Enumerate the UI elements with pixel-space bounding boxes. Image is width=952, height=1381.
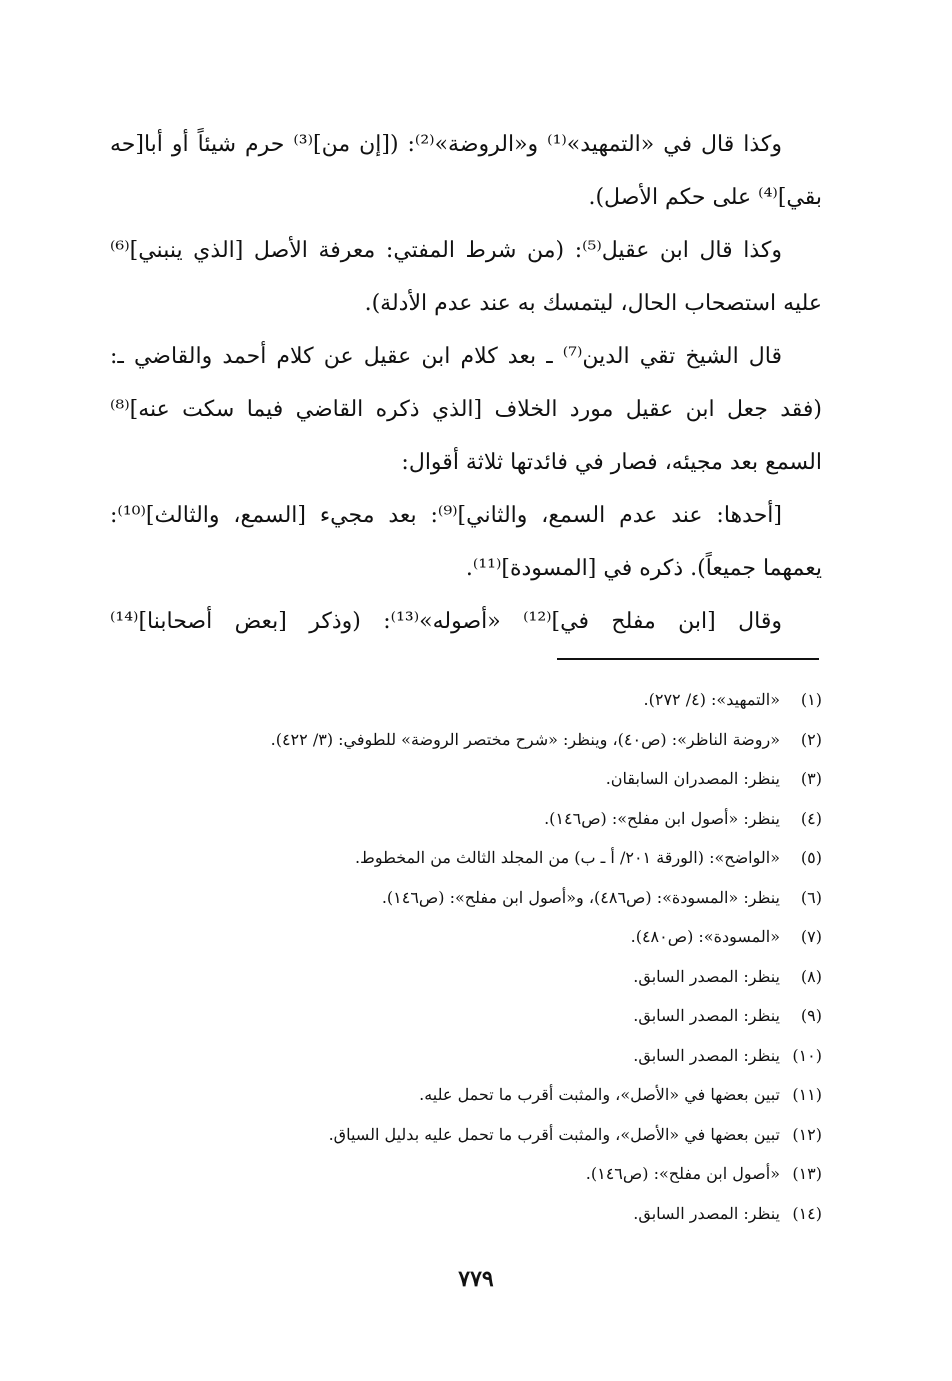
footnote — [120, 917, 822, 957]
footnote — [120, 996, 822, 1036]
page-number: ٧٧٩ — [458, 1266, 494, 1292]
footnote — [120, 1194, 822, 1234]
footnote — [120, 878, 822, 918]
paragraph-3: قال الشيخ تقي الدين⁽⁷⁾ ـ بعد كلام ابن عقيل عن كلام أحمد والقاضي ـ: (فقد جعل ابن عقيل مورد الخلاف [الذي ذكره القاضي فيما سكت عنه]⁽⁸⁾ السمع بعد مجيئه، فصار في فائدتها ثلاثة أقوال: — [110, 344, 822, 475]
footnote — [120, 1154, 822, 1194]
footnote-number: (١٢) — [792, 1124, 822, 1144]
footnote-text: ينظر: «المسودة»: (ص٤٨٦)، و«أصول ابن مفلح»: (ص١٤٦). — [381, 887, 780, 907]
footnote-number: (٥) — [800, 848, 822, 867]
footnote-text: «المسودة»: (ص٤٨٠). — [630, 927, 780, 946]
footnote — [120, 759, 822, 799]
paragraph-2: وكذا قال ابن عقيل⁽⁵⁾: (من شرط المفتي: معرفة الأصل [الذي ينبني]⁽⁶⁾ عليه استصحاب الحال، ليتمسك به عند عدم الأدلة). — [110, 238, 822, 316]
footnote-text: ينظر: المصدر السابق. — [633, 1203, 780, 1223]
footnote-text: ينظر: المصدران السابقان. — [605, 769, 780, 788]
footnote-number: (٨) — [800, 966, 822, 986]
footnote — [120, 838, 822, 878]
footnote-number: (٢) — [800, 729, 822, 749]
footnote-text: ينظر: «أصول ابن مفلح»: (ص١٤٦). — [544, 808, 780, 828]
footnote-number: (٤) — [800, 808, 822, 828]
footnote-text: «أصول ابن مفلح»: (ص١٤٦). — [585, 1164, 780, 1183]
paragraph-1: وكذا قال في «التمهيد»⁽¹⁾ و«الروضة»⁽²⁾: ([إن من]⁽³⁾ حرم شيئاً أو أبا[حه بقي]⁽⁴⁾ على حكم الأصل). — [110, 132, 822, 210]
footnote — [120, 799, 822, 839]
footnote-number: (٣) — [800, 769, 822, 788]
footnote-text: تبين بعضها في «الأصل»، والمثبت أقرب ما تحمل عليه بدليل السياق. — [328, 1124, 780, 1144]
footnote-number: (٩) — [800, 1006, 822, 1025]
footnote-text: ينظر: المصدر السابق. — [633, 1006, 780, 1025]
footnote-number: (١٣) — [792, 1164, 822, 1183]
footnotes-list — [120, 680, 822, 1233]
footnote — [120, 957, 822, 997]
main-text — [110, 118, 822, 648]
paragraph-5: وقال [ابن مفلح في]⁽¹²⁾ «أصوله»⁽¹³⁾: (وذكر [بعض أصحابنا]⁽¹⁴⁾ — [110, 609, 782, 634]
footnote — [120, 1075, 822, 1115]
footnote-text: تبين بعضها في «الأصل»، والمثبت أقرب ما تحمل عليه. — [419, 1085, 780, 1104]
footnote-number: (١١) — [792, 1085, 822, 1104]
footnote — [120, 680, 822, 720]
footnote-text: «التمهيد»: (٤/ ٢٧٢). — [643, 690, 780, 709]
paragraph-4: [أحدها: عند عدم السمع، والثاني]⁽⁹⁾: بعد مجيء [السمع، والثالث]⁽¹⁰⁾: يعمهما جميعاً). ذكره في [المسودة]⁽¹¹⁾. — [110, 503, 822, 581]
footnote-text: ينظر: المصدر السابق. — [633, 966, 780, 986]
footnote-text: ينظر: المصدر السابق. — [633, 1045, 780, 1065]
footnote-number: (٦) — [800, 887, 822, 907]
footnote-number: (٧) — [800, 927, 822, 946]
footnote-number: (١٠) — [792, 1045, 822, 1065]
footnote — [120, 1115, 822, 1155]
footnote — [120, 720, 822, 760]
footnote-separator — [557, 658, 819, 660]
footnote-text: «الواضح»: (الورقة ٢٠١/ أ ـ ب) من المجلد الثالث من المخطوط. — [354, 848, 780, 867]
footnote-number: (١٤) — [792, 1203, 822, 1223]
footnote-text: «روضة الناظر»: (ص٤٠)، وينظر: «شرح مختصر الروضة» للطوفي: (٣/ ٤٢٢). — [270, 729, 780, 749]
footnote-number: (١) — [800, 690, 822, 709]
footnote — [120, 1036, 822, 1076]
